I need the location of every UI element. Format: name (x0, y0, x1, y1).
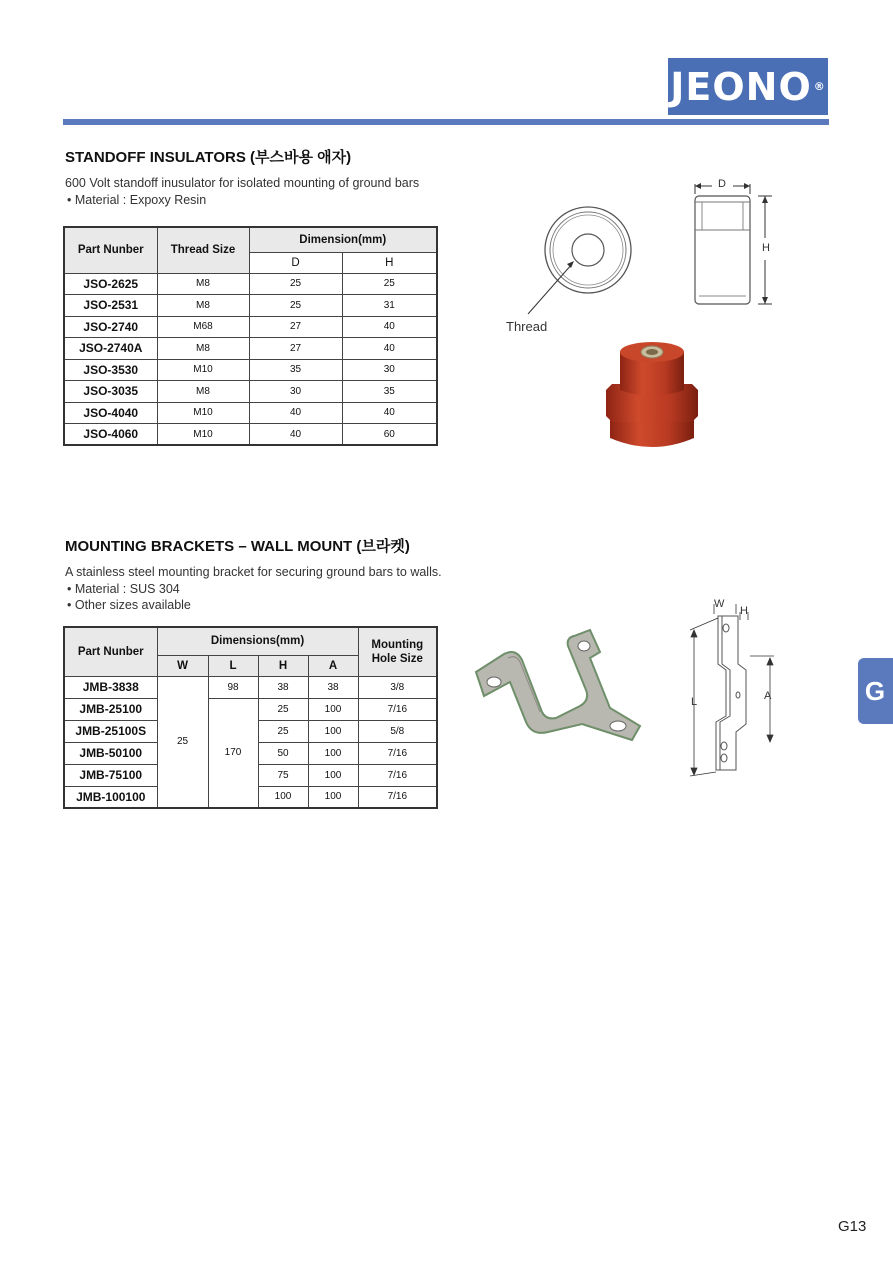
length-l-cell: 98 (208, 676, 258, 698)
header-rule (63, 119, 829, 125)
page-number: G13 (838, 1218, 867, 1235)
part-number-cell: JSO-2740A (64, 338, 157, 360)
dimension-h-cell: 40 (342, 338, 437, 360)
thread-label: Thread (506, 319, 548, 334)
section1-desc-line1: 600 Volt standoff inusulator for isolated mounting of ground bars (65, 176, 420, 190)
part-number-cell: JMB-25100 (64, 698, 157, 720)
table-row (64, 338, 437, 360)
registered-mark: ® (813, 80, 826, 93)
dimension-a-cell: 100 (308, 764, 358, 786)
dimension-h-cell: 31 (342, 295, 437, 317)
section2-desc-line2: • Material : SUS 304 (67, 581, 180, 596)
bracket-a-label: A (764, 690, 772, 702)
header-dimension: Dimension(mm) (249, 227, 437, 252)
section2-title: MOUNTING BRACKETS – WALL MOUNT (브라켓) (65, 538, 410, 555)
dimension-d-cell: 40 (249, 402, 342, 424)
part-number-cell: JMB-3838 (64, 676, 157, 698)
table-row (64, 295, 437, 317)
thread-size-cell: M8 (157, 381, 249, 403)
section2-desc-line1: A stainless steel mounting bracket for securing ground bars to walls. (65, 565, 442, 579)
dimension-a-cell: 100 (308, 698, 358, 720)
header-h: H (342, 252, 437, 273)
dimension-h-cell: 25 (342, 273, 437, 295)
insulator-diagram (500, 172, 800, 337)
insulator-h-label: H (762, 242, 770, 254)
table-row (64, 676, 437, 698)
dimension-a-cell: 38 (308, 676, 358, 698)
brand-logo (668, 58, 828, 115)
bracket-l-label: L (691, 696, 698, 708)
section1-title: STANDOFF INSULATORS (부스바용 애자) (65, 149, 352, 166)
height-h-cell: 25 (258, 698, 308, 720)
part-number-cell: JMB-25100S (64, 720, 157, 742)
header-thread-size: Thread Size (157, 227, 249, 273)
dimension-h-cell: 40 (342, 316, 437, 338)
part-number-cell: JSO-3530 (64, 359, 157, 381)
bracket-table (63, 626, 438, 809)
length-l-cell: 170 (208, 698, 258, 808)
hole-size-cell: 3/8 (358, 676, 437, 698)
section-tab-g: G (858, 658, 893, 724)
hole-size-cell: 7/16 (358, 764, 437, 786)
dimension-h-cell: 40 (342, 402, 437, 424)
dimension-d-cell: 27 (249, 338, 342, 360)
brand-name: JEONO (670, 64, 812, 109)
height-h-cell: 75 (258, 764, 308, 786)
section2-description (65, 564, 442, 614)
dimension-h-cell: 35 (342, 381, 437, 403)
thread-size-cell: M8 (157, 273, 249, 295)
part-number-cell: JSO-2740 (64, 316, 157, 338)
insulator-photo (602, 338, 702, 452)
thread-size-cell: M68 (157, 316, 249, 338)
table-row (64, 402, 437, 424)
thread-size-cell: M8 (157, 295, 249, 317)
bracket-header-hole-size: Mounting Hole Size (358, 627, 437, 676)
table-row (64, 381, 437, 403)
bracket-table-body (64, 676, 437, 808)
bracket-header-a: A (308, 655, 358, 676)
header-d: D (249, 252, 342, 273)
bracket-w-label: W (714, 598, 725, 610)
height-h-cell: 38 (258, 676, 308, 698)
hole-size-cell: 7/16 (358, 742, 437, 764)
thread-size-cell: M8 (157, 338, 249, 360)
height-h-cell: 25 (258, 720, 308, 742)
part-number-cell: JMB-100100 (64, 786, 157, 808)
width-w-cell: 25 (157, 676, 208, 808)
hole-size-cell: 7/16 (358, 786, 437, 808)
insulator-d-label: D (718, 178, 726, 190)
insulator-table-body (64, 273, 437, 445)
dimension-d-cell: 25 (249, 295, 342, 317)
insulator-table (63, 226, 438, 446)
bracket-header-dimensions: Dimensions(mm) (157, 627, 358, 655)
part-number-cell: JSO-4040 (64, 402, 157, 424)
part-number-cell: JMB-50100 (64, 742, 157, 764)
table-row (64, 698, 437, 720)
dimension-a-cell: 100 (308, 720, 358, 742)
dimension-d-cell: 27 (249, 316, 342, 338)
bracket-header-h: H (258, 655, 308, 676)
dimension-h-cell: 30 (342, 359, 437, 381)
dimension-d-cell: 40 (249, 424, 342, 446)
height-h-cell: 100 (258, 786, 308, 808)
bracket-header-w: W (157, 655, 208, 676)
bracket-header-l: L (208, 655, 258, 676)
header-part-number: Part Nunber (64, 227, 157, 273)
dimension-d-cell: 25 (249, 273, 342, 295)
part-number-cell: JSO-4060 (64, 424, 157, 446)
dimension-h-cell: 60 (342, 424, 437, 446)
insulator-side-view (695, 183, 772, 304)
bracket-photo (472, 628, 644, 744)
table-row (64, 424, 437, 446)
hole-size-cell: 7/16 (358, 698, 437, 720)
part-number-cell: JMB-75100 (64, 764, 157, 786)
thread-size-cell: M10 (157, 424, 249, 446)
dimension-d-cell: 30 (249, 381, 342, 403)
part-number-cell: JSO-3035 (64, 381, 157, 403)
thread-size-cell: M10 (157, 402, 249, 424)
section1-desc-line2: • Material : Expoxy Resin (67, 192, 207, 207)
part-number-cell: JSO-2625 (64, 273, 157, 295)
table-row (64, 316, 437, 338)
dimension-d-cell: 35 (249, 359, 342, 381)
table-row (64, 359, 437, 381)
dimension-a-cell: 100 (308, 786, 358, 808)
bracket-header-part-number: Part Nunber (64, 627, 157, 676)
height-h-cell: 50 (258, 742, 308, 764)
section2-desc-line3: • Other sizes available (67, 598, 191, 612)
table-row (64, 273, 437, 295)
part-number-cell: JSO-2531 (64, 295, 157, 317)
bracket-h-label: H (740, 605, 748, 617)
section1-description (65, 175, 419, 208)
insulator-top-view (528, 207, 631, 314)
dimension-a-cell: 100 (308, 742, 358, 764)
thread-size-cell: M10 (157, 359, 249, 381)
hole-size-cell: 5/8 (358, 720, 437, 742)
